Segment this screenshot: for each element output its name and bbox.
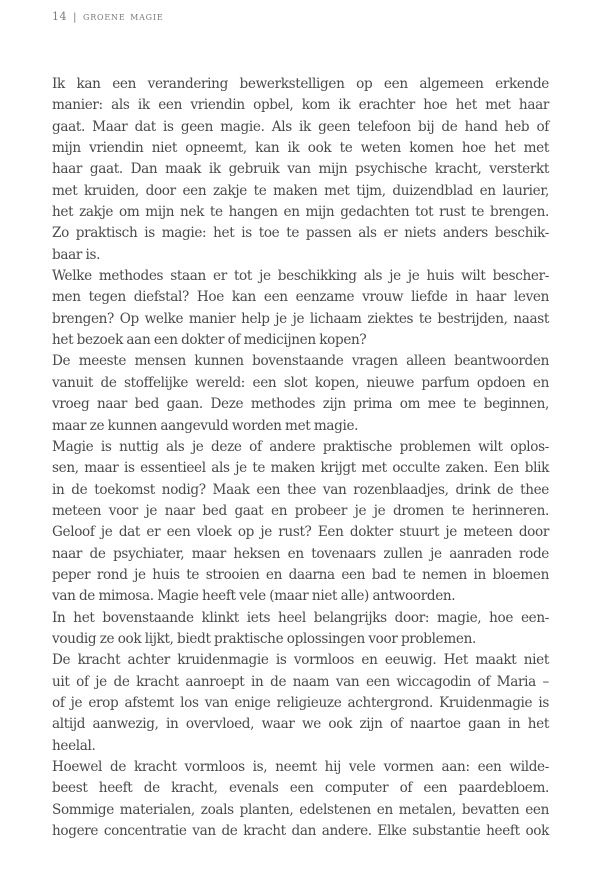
text-line: het bezoek aan een dokter of medicijnen kopen?	[52, 332, 367, 349]
text-line: naar de psychiater, maar heksen en tovenaars zullen je aanraden rode	[52, 545, 549, 562]
text-line: De kracht achter kruidenmagie is vormloos en eeuwig. Het maakt niet	[52, 652, 549, 669]
page-number: 14	[52, 10, 67, 23]
text-line: hogere concentratie van de kracht dan andere. Elke substantie heeft ook	[52, 823, 549, 840]
text-line: brengen? Op welke manier help je je lichaam ziektes te bestrijden, naast	[52, 310, 549, 327]
text-line: De meeste mensen kunnen bovenstaande vragen alleen beantwoorden	[52, 353, 549, 370]
text-line: met kruiden, door een zakje te maken met tijm, duizendblad en laurier,	[52, 182, 549, 199]
text-line: het zakje om mijn nek te hangen en mijn gedachten tot rust te brengen.	[52, 204, 549, 221]
text-line: Ik kan een verandering bewerkstelligen op een algemeen erkende	[52, 76, 549, 92]
text-line: Sommige materialen, zoals planten, edelstenen en metalen, bevatten een	[52, 801, 549, 818]
text-line: maar ze kunnen aangevuld worden met magie.	[52, 417, 359, 434]
header-separator: |	[73, 11, 78, 23]
text-line: vroeg naar bed gaan. Deze methodes zijn prima om mee te beginnen,	[52, 396, 549, 413]
text-line: vanuit de stoffelijke wereld: een slot kopen, nieuwe parfum opdoen en	[52, 374, 549, 391]
text-line: haar gaat. Dan maak ik gebruik van mijn psychische kracht, versterkt	[52, 161, 549, 178]
text-line: altijd aanwezig, in overvloed, waar we ook zijn of naartoe gaan in het	[52, 716, 549, 733]
running-header	[52, 9, 163, 23]
text-line: in de toekomst nodig? Maak een thee van rozenblaadjes, drink de thee	[52, 481, 549, 498]
text-line: Magie is nuttig als je deze of andere praktische problemen wilt oplos-	[52, 438, 549, 455]
text-line: gaat. Maar dat is geen magie. Als ik geen telefoon bij de hand heb of	[52, 118, 549, 135]
text-line: peper rond je huis te strooien en daarna een bad te nemen in bloemen	[52, 566, 549, 583]
text-line: meteen voor je naar bed gaat en probeer je je dromen te herinneren.	[52, 502, 549, 519]
text-line: In het bovenstaande klinkt iets heel belangrijks door: magie, hoe een-	[52, 609, 549, 626]
running-title: groene magie	[83, 9, 164, 23]
text-line: van de mimosa. Magie heeft vele (maar niet alle) antwoorden.	[52, 588, 456, 605]
text-line: beest heeft de kracht, evenals een computer of een paardebloem.	[52, 780, 549, 797]
text-line: men tegen diefstal? Hoe kan een eenzame vrouw liefde in haar leven	[52, 289, 549, 306]
text-line: manier: als ik een vriendin opbel, kom ik erachter hoe het met haar	[52, 97, 549, 114]
text-line: heelal.	[52, 737, 96, 754]
text-line: Zo praktisch is magie: het is toe te passen als er niets anders beschik-	[52, 225, 549, 242]
text-line: Welke methodes staan er tot je beschikking als je je huis wilt bescher-	[52, 268, 549, 285]
text-line: mijn vriendin niet opneemt, kan ik ook te weten komen hoe het met	[52, 140, 549, 157]
text-line: uit of je de kracht aanroept in de naam van een wiccagodin of Maria –	[52, 673, 549, 690]
body-text	[52, 74, 549, 842]
text-line: sen, maar is essentieel als je te maken krijgt met occulte zaken. Een blik	[52, 460, 549, 477]
text-line: of je erop afstemt los van enige religieuze achtergrond. Kruidenmagie is	[52, 694, 549, 711]
text-line: voudig ze ook lijkt, biedt praktische oplossingen voor problemen.	[52, 630, 476, 647]
text-line: Geloof je dat er een vloek op je rust? Een dokter stuurt je meteen door	[52, 524, 549, 541]
text-line: baar is.	[52, 246, 101, 263]
text-line: Hoewel de kracht vormloos is, neemt hij vele vormen aan: een wilde-	[52, 759, 549, 775]
